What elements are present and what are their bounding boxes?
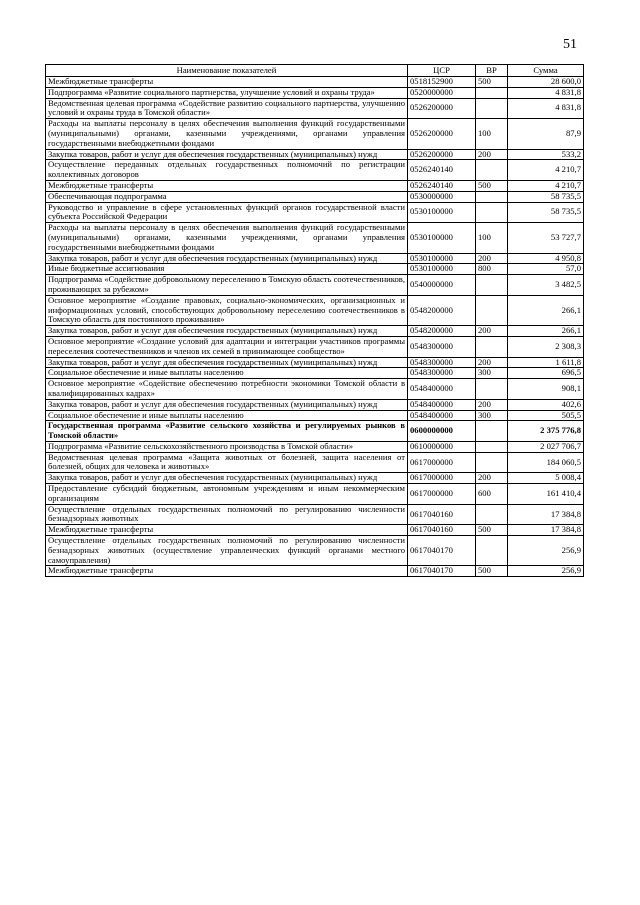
cell-name: Осуществление переданных отдельных государственных полномочий по регистрации коллективных договоров — [46, 160, 408, 181]
cell-vr: 800 — [476, 264, 508, 275]
cell-csr: 0617000000 — [408, 473, 476, 484]
cell-vr: 200 — [476, 253, 508, 264]
cell-name: Межбюджетные трансферты — [46, 180, 408, 191]
cell-sum: 256,9 — [508, 536, 584, 566]
cell-sum: 1 611,8 — [508, 357, 584, 368]
table-row — [46, 484, 584, 505]
table-row — [46, 379, 584, 400]
cell-csr: 0526200000 — [408, 149, 476, 160]
cell-vr: 100 — [476, 223, 508, 253]
cell-name: Закупка товаров, работ и услуг для обеспечения государственных (муниципальных) нужд — [46, 399, 408, 410]
cell-sum: 87,9 — [508, 119, 584, 149]
cell-vr — [476, 160, 508, 181]
header-name: Наименование показателей — [46, 65, 408, 77]
page-number: 51 — [563, 37, 577, 52]
cell-name: Социальное обеспечение и иные выплаты населению — [46, 410, 408, 421]
cell-sum: 696,5 — [508, 368, 584, 379]
cell-vr — [476, 536, 508, 566]
cell-name: Ведомственная целевая программа «Защита животных от болезней, защита населения от болезней, общих для человека и животных» — [46, 452, 408, 473]
budget-table — [45, 64, 584, 577]
cell-sum: 2 027 706,7 — [508, 441, 584, 452]
cell-csr: 0518152900 — [408, 77, 476, 88]
header-sum: Сумма — [508, 65, 584, 77]
cell-vr — [476, 336, 508, 357]
cell-sum: 17 384,8 — [508, 525, 584, 536]
table-row — [46, 180, 584, 191]
cell-vr — [476, 295, 508, 325]
table-body — [46, 77, 584, 577]
cell-sum: 17 384,8 — [508, 504, 584, 525]
cell-sum: 58 735,5 — [508, 202, 584, 223]
cell-csr: 0530100000 — [408, 264, 476, 275]
cell-sum: 5 008,4 — [508, 473, 584, 484]
table-row — [46, 264, 584, 275]
cell-name: Межбюджетные трансферты — [46, 566, 408, 577]
cell-name: Закупка товаров, работ и услуг для обеспечения государственных (муниципальных) нужд — [46, 473, 408, 484]
cell-csr: 0617000000 — [408, 484, 476, 505]
cell-vr: 200 — [476, 326, 508, 337]
cell-vr — [476, 275, 508, 296]
cell-sum: 2 375 776,8 — [508, 421, 584, 442]
cell-vr: 600 — [476, 484, 508, 505]
cell-vr — [476, 379, 508, 400]
cell-csr: 0530100000 — [408, 253, 476, 264]
cell-vr: 500 — [476, 77, 508, 88]
table-row — [46, 202, 584, 223]
cell-csr: 0540000000 — [408, 275, 476, 296]
table-row — [46, 504, 584, 525]
cell-csr: 0610000000 — [408, 441, 476, 452]
cell-name: Ведомственная целевая программа «Содействие развитию социального партнерства, улучшению условий и охраны труда в Томской области» — [46, 98, 408, 119]
cell-name: Подпрограмма «Развитие сельскохозяйственного производства в Томской области» — [46, 441, 408, 452]
cell-name: Государственная программа «Развитие сельского хозяйства и регулируемых рынков в Томской области» — [46, 421, 408, 442]
cell-csr: 0600000000 — [408, 421, 476, 442]
header-csr: ЦСР — [408, 65, 476, 77]
cell-name: Подпрограмма «Содействие добровольному переселению в Томскую область соотечественников, проживающих за рубежом» — [46, 275, 408, 296]
cell-vr: 100 — [476, 119, 508, 149]
cell-sum: 2 308,3 — [508, 336, 584, 357]
cell-sum: 184 060,5 — [508, 452, 584, 473]
cell-name: Осуществление отдельных государственных полномочий по регулированию численности безнадзорных животных — [46, 504, 408, 525]
cell-name: Закупка товаров, работ и услуг для обеспечения государственных (муниципальных) нужд — [46, 149, 408, 160]
cell-csr: 0548300000 — [408, 368, 476, 379]
cell-csr: 0530000000 — [408, 191, 476, 202]
cell-name: Межбюджетные трансферты — [46, 525, 408, 536]
cell-sum: 58 735,5 — [508, 191, 584, 202]
table-row — [46, 368, 584, 379]
cell-csr: 0617040170 — [408, 566, 476, 577]
table-row — [46, 452, 584, 473]
table-row — [46, 421, 584, 442]
table-row — [46, 536, 584, 566]
table-row — [46, 253, 584, 264]
cell-vr: 200 — [476, 399, 508, 410]
header-vr: ВР — [476, 65, 508, 77]
table-row — [46, 566, 584, 577]
cell-name: Закупка товаров, работ и услуг для обеспечения государственных (муниципальных) нужд — [46, 326, 408, 337]
cell-csr: 0548200000 — [408, 295, 476, 325]
cell-name: Социальное обеспечение и иные выплаты населению — [46, 368, 408, 379]
cell-vr — [476, 441, 508, 452]
cell-name: Закупка товаров, работ и услуг для обеспечения государственных (муниципальных) нужд — [46, 357, 408, 368]
cell-vr: 200 — [476, 357, 508, 368]
cell-vr: 500 — [476, 525, 508, 536]
cell-vr — [476, 421, 508, 442]
cell-name: Иные бюджетные ассигнования — [46, 264, 408, 275]
cell-csr: 0548300000 — [408, 336, 476, 357]
cell-sum: 161 410,4 — [508, 484, 584, 505]
cell-vr — [476, 98, 508, 119]
cell-vr: 200 — [476, 473, 508, 484]
cell-csr: 0617000000 — [408, 452, 476, 473]
cell-csr: 0526240140 — [408, 180, 476, 191]
cell-csr: 0548400000 — [408, 379, 476, 400]
cell-vr — [476, 87, 508, 98]
table-row — [46, 399, 584, 410]
cell-vr — [476, 504, 508, 525]
cell-csr: 0617040160 — [408, 525, 476, 536]
cell-sum: 256,9 — [508, 566, 584, 577]
table-row — [46, 160, 584, 181]
cell-name: Основное мероприятие «Создание условий для адаптации и интеграции участников программы переселения соотечественников и членов их семей в принимающее сообщество» — [46, 336, 408, 357]
cell-vr — [476, 191, 508, 202]
cell-sum: 402,6 — [508, 399, 584, 410]
cell-csr: 0520000000 — [408, 87, 476, 98]
cell-name: Расходы на выплаты персоналу в целях обеспечения выполнения функций государственными (муниципальными) органами, казенными учреждениями, органами управления государственными внебюджетными фондами — [46, 119, 408, 149]
cell-vr: 300 — [476, 368, 508, 379]
table-row — [46, 149, 584, 160]
cell-csr: 0526240140 — [408, 160, 476, 181]
cell-name: Основное мероприятие «Создание правовых, социально-экономических, организационных и информационных условий, способствующих добровольному переселению соотечественников в Томскую область для постоянного проживания» — [46, 295, 408, 325]
table-row — [46, 473, 584, 484]
table-row — [46, 191, 584, 202]
cell-sum: 533,2 — [508, 149, 584, 160]
table-row — [46, 410, 584, 421]
cell-vr: 500 — [476, 566, 508, 577]
cell-name: Межбюджетные трансферты — [46, 77, 408, 88]
cell-sum: 4 831,8 — [508, 87, 584, 98]
cell-sum: 28 600,0 — [508, 77, 584, 88]
cell-sum: 53 727,7 — [508, 223, 584, 253]
table-row — [46, 357, 584, 368]
cell-name: Предоставление субсидий бюджетным, автономным учреждениям и иным некоммерческим организациям — [46, 484, 408, 505]
cell-vr — [476, 202, 508, 223]
cell-csr: 0530100000 — [408, 223, 476, 253]
table-row — [46, 223, 584, 253]
table-row — [46, 326, 584, 337]
cell-csr: 0526200000 — [408, 98, 476, 119]
cell-sum: 57,0 — [508, 264, 584, 275]
table-row — [46, 119, 584, 149]
cell-sum: 266,1 — [508, 295, 584, 325]
cell-sum: 3 482,5 — [508, 275, 584, 296]
table-row — [46, 441, 584, 452]
cell-name: Расходы на выплаты персоналу в целях обеспечения выполнения функций государственными (муниципальными) органами, казенными учреждениями, органами управления государственными внебюджетными фондами — [46, 223, 408, 253]
cell-sum: 908,1 — [508, 379, 584, 400]
cell-name: Основное мероприятие «Содействие обеспечению потребности экономики Томской области в квалифицированных кадрах» — [46, 379, 408, 400]
cell-vr: 500 — [476, 180, 508, 191]
table-row — [46, 87, 584, 98]
cell-csr: 0617040160 — [408, 504, 476, 525]
cell-name: Подпрограмма «Развитие социального партнерства, улучшение условий и охраны труда» — [46, 87, 408, 98]
cell-sum: 266,1 — [508, 326, 584, 337]
table-row — [46, 98, 584, 119]
cell-csr: 0548300000 — [408, 357, 476, 368]
cell-sum: 505,5 — [508, 410, 584, 421]
cell-csr: 0530100000 — [408, 202, 476, 223]
cell-csr: 0548200000 — [408, 326, 476, 337]
cell-csr: 0548400000 — [408, 410, 476, 421]
cell-sum: 4 831,8 — [508, 98, 584, 119]
table-row — [46, 295, 584, 325]
table-row — [46, 77, 584, 88]
cell-vr: 200 — [476, 149, 508, 160]
table-row — [46, 336, 584, 357]
cell-sum: 4 210,7 — [508, 160, 584, 181]
cell-csr: 0617040170 — [408, 536, 476, 566]
cell-csr: 0526200000 — [408, 119, 476, 149]
cell-name: Осуществление отдельных государственных полномочий по регулированию численности безнадзорных животных (осуществление управленческих функций органами местного самоуправления) — [46, 536, 408, 566]
cell-vr: 300 — [476, 410, 508, 421]
cell-sum: 4 950,8 — [508, 253, 584, 264]
cell-sum: 4 210,7 — [508, 180, 584, 191]
cell-vr — [476, 452, 508, 473]
table-header-row — [46, 65, 584, 77]
cell-name: Руководство и управление в сфере установленных функций органов государственной власти субъекта Российской Федерации — [46, 202, 408, 223]
table-row — [46, 525, 584, 536]
cell-name: Закупка товаров, работ и услуг для обеспечения государственных (муниципальных) нужд — [46, 253, 408, 264]
cell-name: Обеспечивающая подпрограмма — [46, 191, 408, 202]
cell-csr: 0548400000 — [408, 399, 476, 410]
table-row — [46, 275, 584, 296]
